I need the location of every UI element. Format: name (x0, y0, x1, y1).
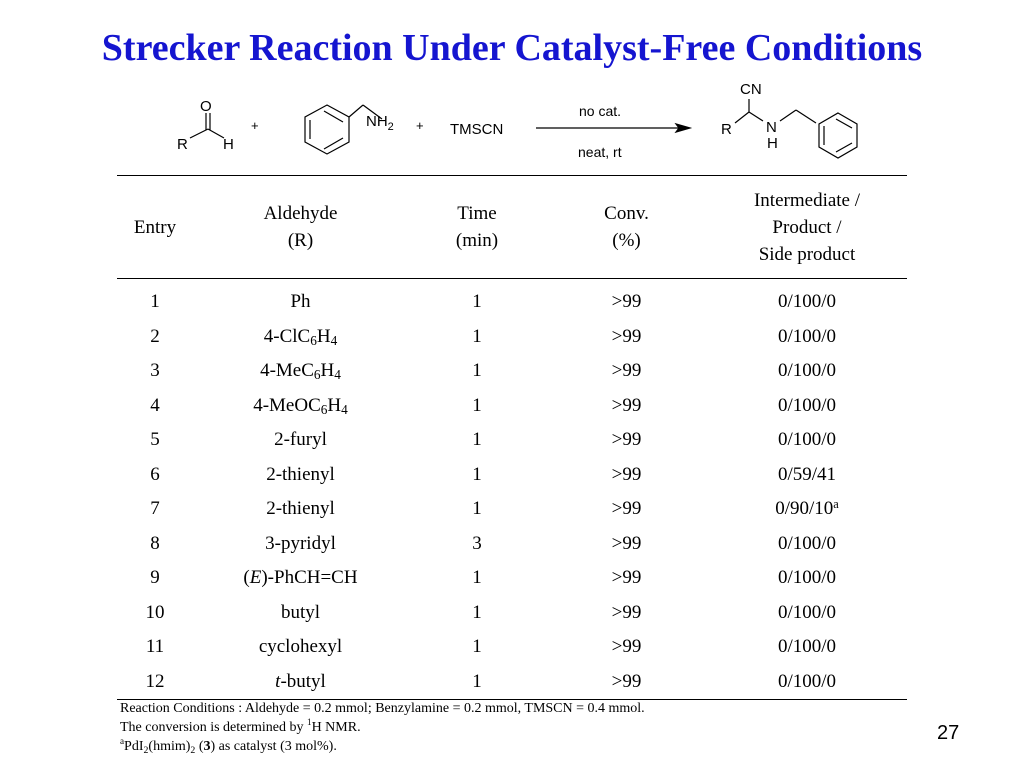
aldehyde-structure (190, 113, 224, 138)
product-structure (735, 99, 857, 158)
cell-conversion: >99 (611, 498, 642, 520)
table-row (117, 458, 907, 493)
table-row (117, 561, 907, 596)
cell-aldehyde: $4-ClC_6H_4$ (263, 325, 338, 348)
table-row (117, 630, 907, 665)
tmscn-reagent: TMSCN (450, 121, 504, 138)
cell-entry: 1 (150, 291, 160, 313)
aldehyde-o-label: O (200, 98, 212, 115)
cell-time: 1 (472, 463, 482, 485)
cell-time: 1 (472, 429, 482, 451)
cell-aldehyde: 2-furyl (274, 429, 327, 451)
cell-aldehyde: $4-MeOC_6H_4$ (253, 394, 348, 417)
table-row (117, 527, 907, 562)
table-row (117, 596, 907, 631)
footnote-catalyst: $^aPdI_2(hmim)_2$ (3) as catalyst (3 mol%). (120, 736, 337, 756)
header-time: Time (min) (408, 176, 546, 279)
arrow-condition-above: no cat. (579, 103, 622, 119)
cell-conversion: >99 (611, 567, 642, 589)
cell-conversion: >99 (611, 601, 642, 623)
slide-title: Strecker Reaction Under Catalyst-Free Conditions (101, 27, 923, 69)
cell-time: 1 (408, 665, 546, 700)
cell-conversion: >99 (611, 463, 642, 485)
cell-time: 1 (472, 325, 482, 347)
cell-conversion: >99 (611, 325, 642, 347)
cell-entry: 4 (150, 394, 160, 416)
product-n-label: N (766, 119, 777, 136)
aldehyde-h-label: H (223, 136, 234, 153)
table-row (117, 279, 907, 320)
cell-conversion: >99 (611, 532, 642, 554)
cell-aldehyde: (E)-PhCH=CH (243, 567, 358, 589)
aldehyde-r-label: R (177, 136, 188, 153)
page-number: 27 (937, 722, 960, 744)
cell-aldehyde: $4-MeC_6H_4$ (260, 360, 341, 383)
cell-aldehyde: 2-thienyl (266, 498, 335, 520)
cell-result: 0/90/10$^a$ (775, 497, 839, 520)
table-row (117, 354, 907, 389)
cell-time: 1 (472, 601, 482, 623)
cell-conversion: >99 (611, 291, 642, 313)
cell-result: 0/59/41 (777, 463, 837, 485)
table-row (117, 665, 907, 700)
cell-conversion: >99 (611, 429, 642, 451)
results-table (117, 175, 907, 700)
cell-aldehyde: butyl (280, 601, 321, 623)
cell-result: 0/100/0 (777, 429, 837, 451)
table-header-row (117, 176, 907, 279)
cell-result: 0/100/0 (777, 291, 837, 313)
cell-aldehyde: 3-pyridyl (265, 532, 336, 554)
cell-time: 3 (472, 532, 482, 554)
cell-result: 0/100/0 (777, 567, 837, 589)
cell-entry: 6 (150, 463, 160, 485)
cell-entry: 5 (150, 429, 160, 451)
reaction-scheme-drawing (150, 78, 910, 170)
footnote-conversion: The conversion is determined by $^1$H NMR. (120, 717, 361, 735)
plus-sign-1: + (251, 118, 259, 133)
cell-entry: 12 (117, 665, 193, 700)
table-row (117, 320, 907, 355)
header-conversion: Conv. (%) (546, 176, 707, 279)
cell-aldehyde: 2-thienyl (266, 463, 335, 485)
cell-conversion: >99 (611, 394, 642, 416)
cell-result: 0/100/0 (777, 394, 837, 416)
cell-time: 1 (472, 394, 482, 416)
cell-entry: 11 (145, 636, 165, 658)
cell-time: 1 (472, 360, 482, 382)
cell-entry: 3 (150, 360, 160, 382)
cell-entry: 2 (150, 325, 160, 347)
header-entry: Entry (117, 176, 193, 279)
cell-entry: 10 (145, 601, 165, 623)
reaction-scheme (150, 78, 910, 170)
product-r-label: R (721, 121, 732, 138)
cell-time: 1 (472, 498, 482, 520)
table-row (117, 389, 907, 424)
cell-entry: 7 (150, 498, 160, 520)
cell-aldehyde: t-butyl (193, 665, 408, 700)
cell-result: 0/100/0 (777, 532, 837, 554)
header-aldehyde: Aldehyde (R) (193, 176, 408, 279)
table-row (117, 492, 907, 527)
cell-time: 1 (472, 567, 482, 589)
cell-result: 0/100/0 (777, 325, 837, 347)
amine-nh2-label: $NH_2$ (366, 113, 394, 133)
cell-conversion: >99 (546, 665, 707, 700)
arrow-condition-below: neat, rt (578, 144, 622, 160)
product-h-label: H (767, 135, 778, 152)
cell-aldehyde: Ph (290, 291, 311, 313)
plus-sign-2: + (416, 118, 424, 133)
cell-aldehyde: cyclohexyl (258, 636, 343, 658)
cell-time: 1 (472, 291, 482, 313)
product-cn-label: CN (740, 81, 762, 98)
reaction-arrow (536, 124, 690, 132)
cell-result: 0/100/0 (777, 601, 837, 623)
cell-entry: 8 (150, 532, 160, 554)
cell-result: 0/100/0 (707, 665, 907, 700)
footnote-conditions: Reaction Conditions : Aldehyde = 0.2 mmol; Benzylamine = 0.2 mmol, TMSCN = 0.4 mmol. (120, 701, 645, 716)
footnotes (120, 699, 645, 756)
cell-conversion: >99 (611, 636, 642, 658)
cell-result: 0/100/0 (777, 360, 837, 382)
cell-result: 0/100/0 (777, 636, 837, 658)
cell-entry: 9 (150, 567, 160, 589)
header-intermediate-product-side: Intermediate / Product / Side product (707, 176, 907, 279)
cell-conversion: >99 (611, 360, 642, 382)
table-row (117, 423, 907, 458)
cell-time: 1 (472, 636, 482, 658)
